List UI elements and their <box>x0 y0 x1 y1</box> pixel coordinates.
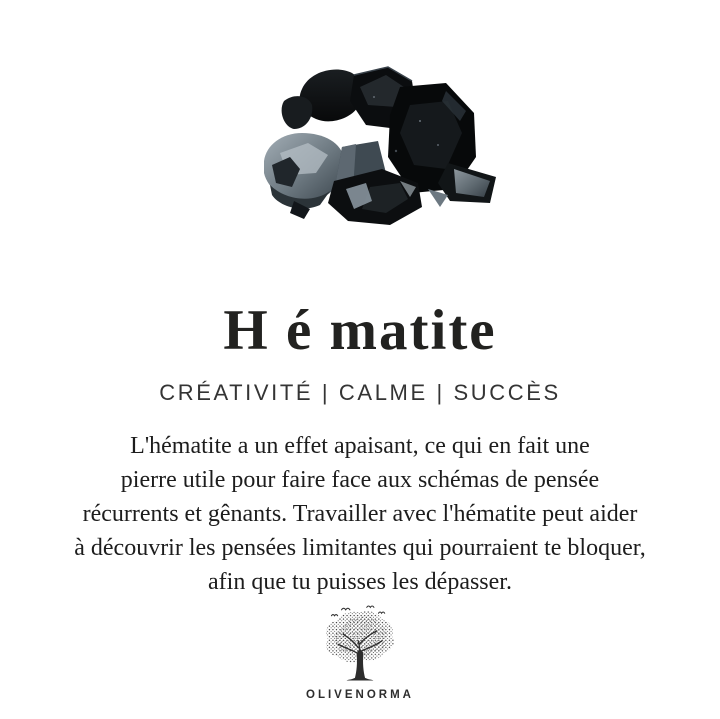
olive-tree-icon <box>318 604 402 688</box>
stone-description <box>0 429 720 599</box>
brand-logo <box>0 604 720 701</box>
stone-properties-subtitle: CRÉATIVITÉ | CALME | SUCCÈS <box>159 380 561 405</box>
brand-name: OLIVENORMA <box>306 689 414 701</box>
description-line: L'hématite a un effet apaisant, ce qui en fait une <box>130 433 590 459</box>
description-line: récurrents et gênants. Travailler avec l'hématite peut aider <box>82 501 638 527</box>
description-line: pierre utile pour faire face aux schémas de pensée <box>120 467 600 493</box>
description-line: afin que tu puisses les dépasser. <box>208 569 512 595</box>
stone-name-title: H é matite <box>223 299 497 362</box>
description-line: à découvrir les pensées limitantes qui pourraient te bloquer, <box>74 535 646 561</box>
hematite-stone-image <box>250 60 500 232</box>
